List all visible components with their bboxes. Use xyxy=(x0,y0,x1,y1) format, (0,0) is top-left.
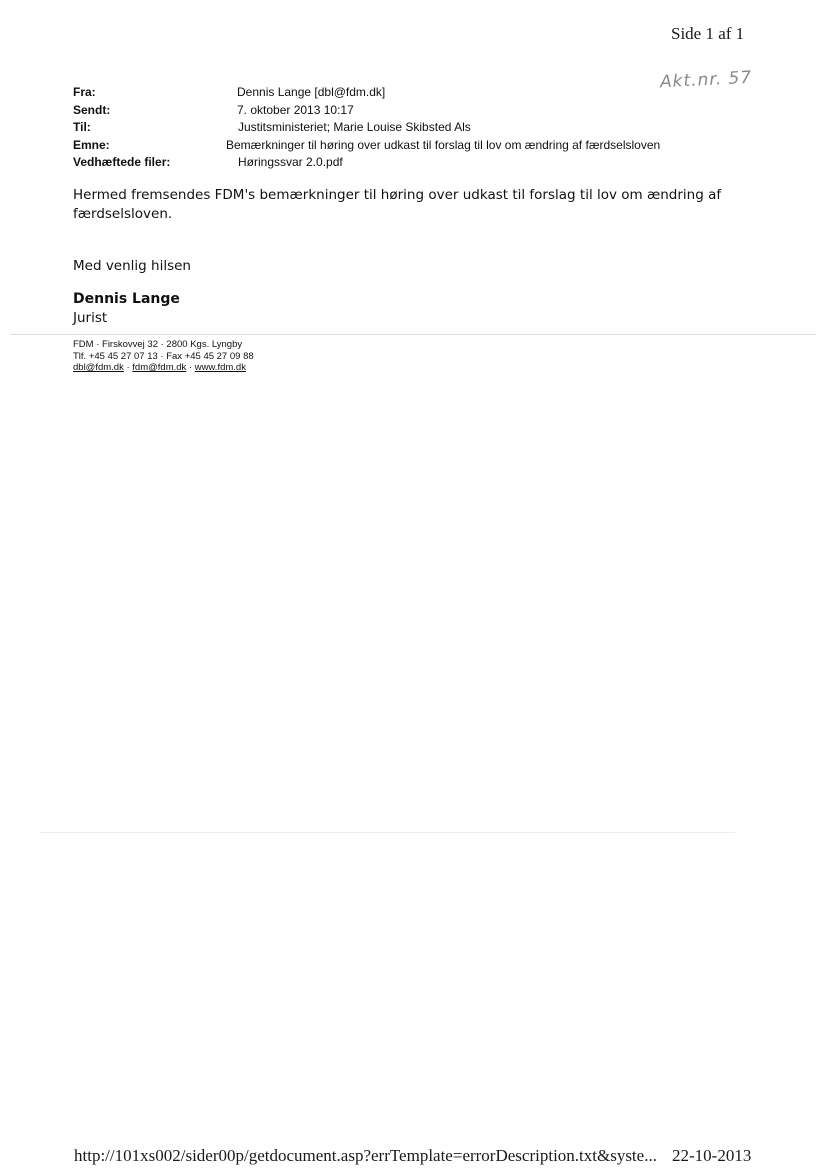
header-row-subject xyxy=(73,138,773,156)
divider xyxy=(10,334,816,335)
footer-address: FDM · Firskovvej 32 · 2800 Kgs. Lyngby xyxy=(73,339,243,350)
print-footer-url: http://101xs002/sider00p/getdocument.asp?errTemplate=errorDescription.txt&syste... xyxy=(74,1146,657,1165)
sent-value: 7. oktober 2013 10:17 xyxy=(237,102,354,117)
subject-value: Bemærkninger til høring over udkast til forslag til lov om ændring af færdselsloven xyxy=(226,137,661,152)
signature-footer xyxy=(73,339,254,374)
header-row-attachments xyxy=(73,155,773,173)
handwritten-note: Akt.nr. 57 xyxy=(659,67,753,93)
subject-label: Emne: xyxy=(73,137,110,152)
header-row-to xyxy=(73,120,773,138)
header-row-from xyxy=(73,85,773,103)
footer-phone: Tlf. +45 45 27 07 13 · Fax +45 45 27 09 88 xyxy=(73,350,254,362)
signature-title: Jurist xyxy=(73,310,108,326)
to-value: Justitsministeriet; Marie Louise Skibsted Als xyxy=(238,120,471,134)
attachments-value: Høringssvar 2.0.pdf xyxy=(238,155,343,169)
signature-name: Dennis Lange xyxy=(73,291,180,307)
to-label: Til: xyxy=(73,120,91,134)
website-link[interactable]: www.fdm.dk xyxy=(194,362,246,373)
link-separator: · xyxy=(123,362,133,373)
closing-greeting: Med venlig hilsen xyxy=(73,258,191,274)
from-value: Dennis Lange [dbl@fdm.dk] xyxy=(237,85,386,99)
email-header xyxy=(73,85,773,173)
message-body: Hermed fremsendes FDM's bemærkninger til høring over udkast til forslag til lov om ændring af færdselsloven. xyxy=(73,187,722,222)
header-row-sent xyxy=(73,103,773,121)
link-separator: · xyxy=(186,362,195,373)
print-footer-date: 22-10-2013 xyxy=(672,1146,752,1165)
attachments-label: Vedhæftede filer: xyxy=(73,155,171,169)
email-link-dbl[interactable]: dbl@fdm.dk xyxy=(73,362,124,373)
email-link-fdm[interactable]: fdm@fdm.dk xyxy=(132,362,187,373)
footer-links xyxy=(73,362,254,374)
scan-artifact-line xyxy=(40,832,735,833)
from-label: Fra: xyxy=(73,85,96,99)
page-number: Side 1 af 1 xyxy=(671,24,745,43)
sent-label: Sendt: xyxy=(73,102,111,117)
